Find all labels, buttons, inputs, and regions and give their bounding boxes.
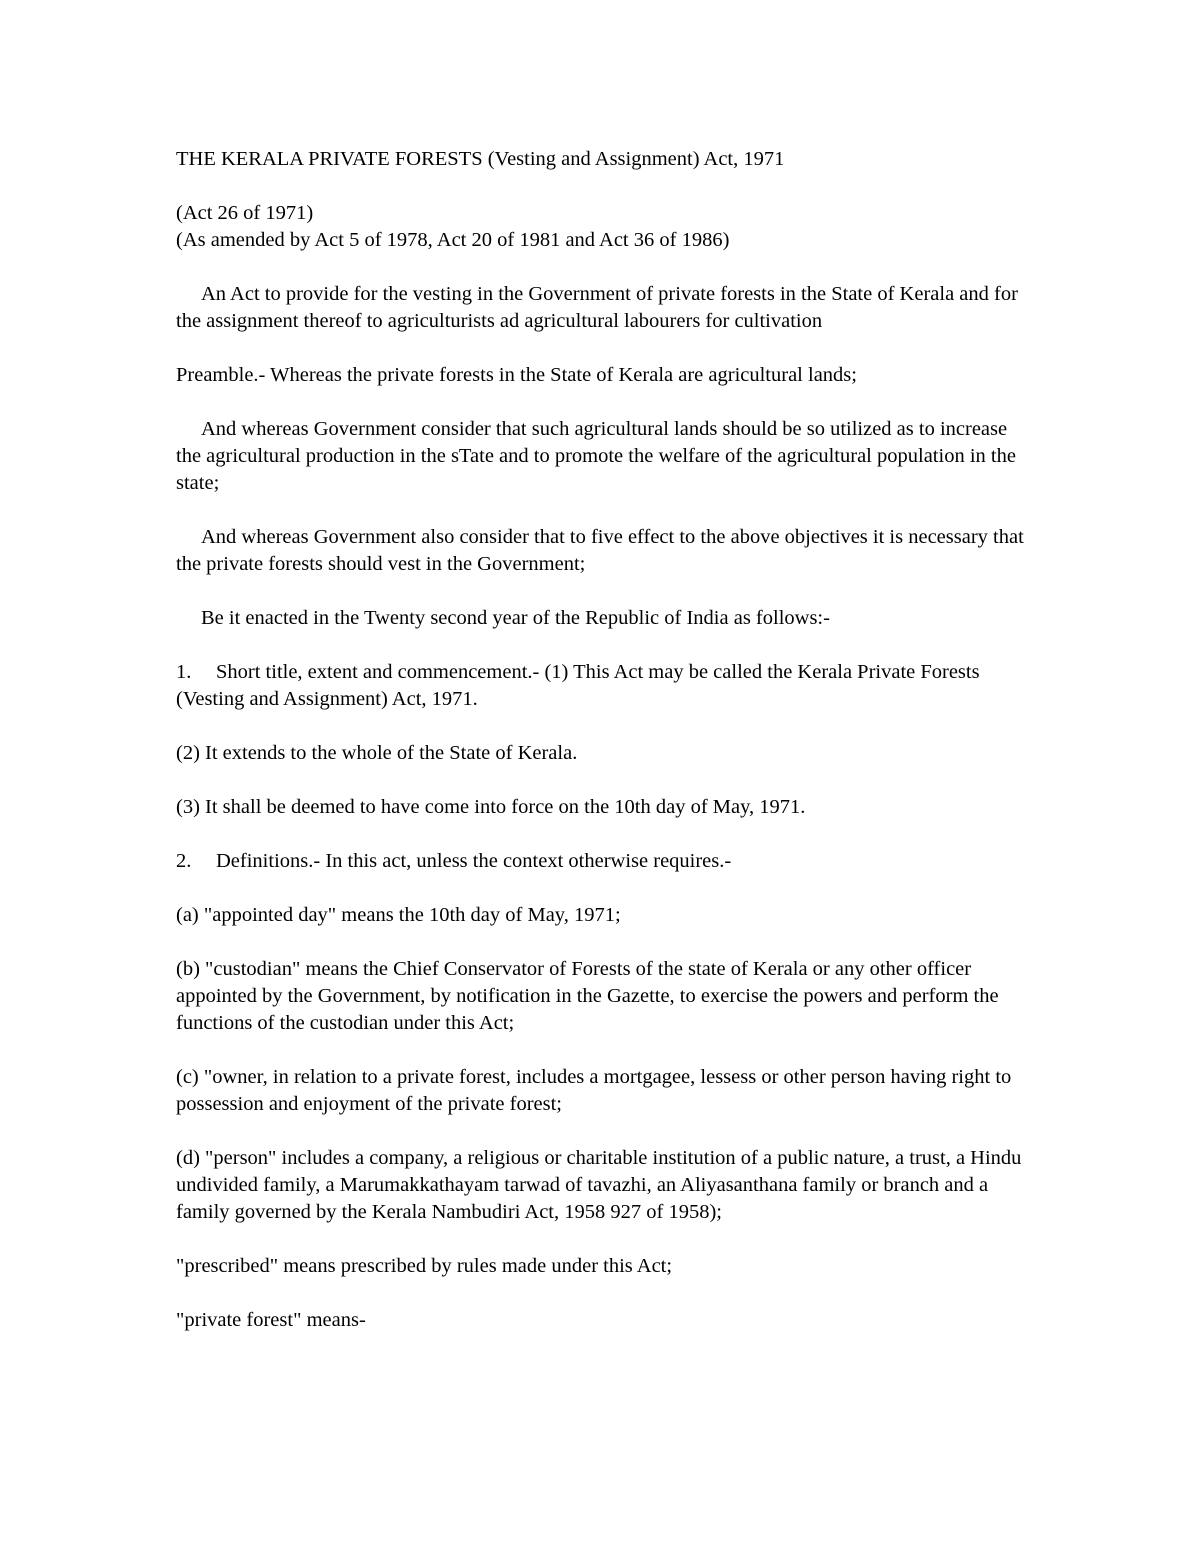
document-title: THE KERALA PRIVATE FORESTS (Vesting and Assignment) Act, 1971 (176, 148, 785, 170)
section-2-text: Definitions.- In this act, unless the context otherwise requires.- (216, 850, 732, 872)
section-2-number: 2. (176, 850, 192, 872)
section-1 (176, 659, 1036, 713)
whereas-clause-2: And whereas Government also consider that to five effect to the above objectives it is necessary that the private forests should vest in the Government; (176, 526, 1024, 575)
definition-c: (c) "owner, in relation to a private forest, includes a mortgagee, lessess or other person having right to possession and enjoyment of the private forest; (176, 1066, 1012, 1115)
whereas-clause-1: And whereas Government consider that such agricultural lands should be so utilized as to increase the agricultural production in the sTate and to promote the welfare of the agricultural population in the state; (176, 418, 1016, 494)
section-1-text: Short title, extent and commencement.- (1) This Act may be called the Kerala Private Forests (Vesting and Assignment) Act, 1971. (176, 661, 980, 710)
definition-b: (b) "custodian" means the Chief Conservator of Forests of the state of Kerala or any other officer appointed by the Government, by notification in the Gazette, to exercise the powers and perform the functions of the custodian under this Act; (176, 958, 999, 1034)
definition-a: (a) "appointed day" means the 10th day of May, 1971; (176, 904, 621, 926)
amendment-note: (As amended by Act 5 of 1978, Act 20 of 1981 and Act 36 of 1986) (176, 229, 730, 251)
act-number: (Act 26 of 1971) (176, 202, 314, 224)
document-page (176, 146, 1036, 1361)
long-title: An Act to provide for the vesting in the Government of private forests in the State of Kerala and for the assignment thereof to agriculturists ad agricultural labourers for cultivation (176, 283, 1018, 332)
definition-private-forest: "private forest" means- (176, 1309, 366, 1331)
section-2 (176, 848, 1036, 875)
section-1-subsection-3: (3) It shall be deemed to have come into force on the 10th day of May, 1971. (176, 796, 806, 818)
preamble: Preamble.- Whereas the private forests in the State of Kerala are agricultural lands; (176, 364, 857, 386)
section-1-subsection-2: (2) It extends to the whole of the State of Kerala. (176, 742, 578, 764)
enactment-clause: Be it enacted in the Twenty second year of the Republic of India as follows:- (201, 607, 830, 629)
definition-d: (d) "person" includes a company, a religious or charitable institution of a public nature, a trust, a Hindu undivided family, a Marumakkathayam tarwad of tavazhi, an Aliyasanthana family or branch and a family governed by the Kerala Nambudiri Act, 1958 927 of 1958); (176, 1147, 1022, 1223)
definition-prescribed: "prescribed" means prescribed by rules made under this Act; (176, 1255, 673, 1277)
section-1-number: 1. (176, 661, 192, 683)
